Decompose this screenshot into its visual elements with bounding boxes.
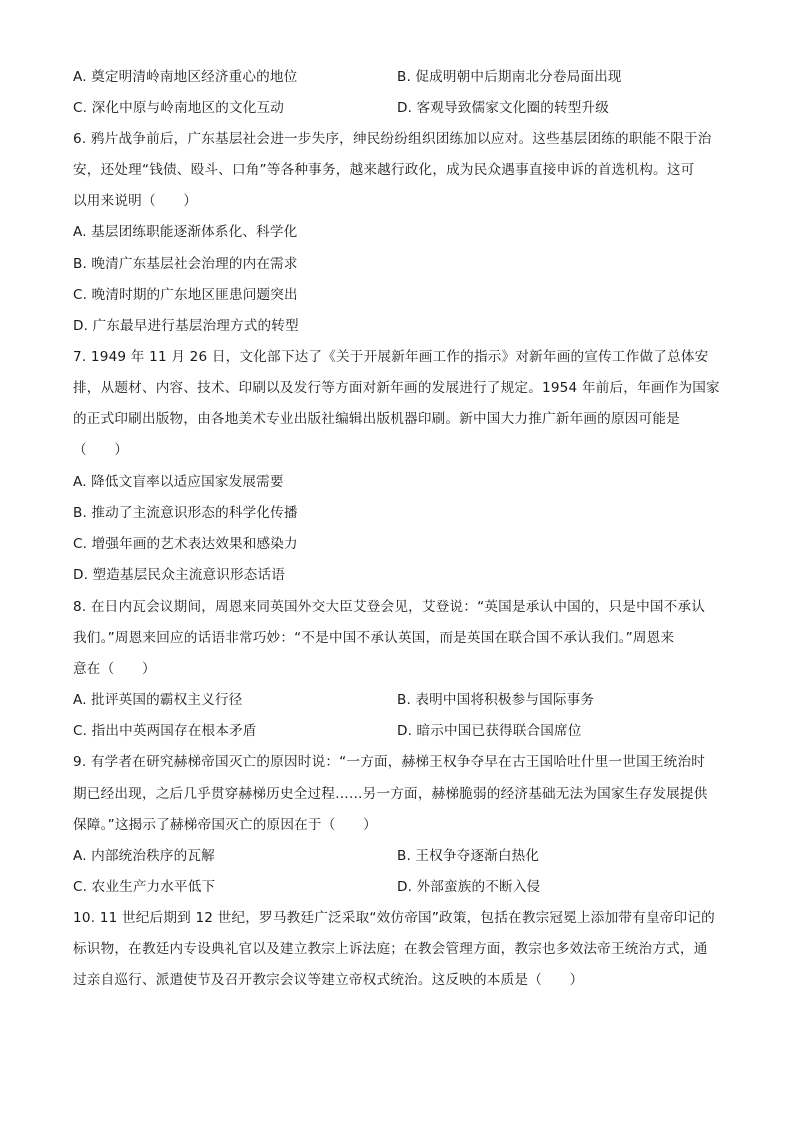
q8-option-d: D. 暗示中国已获得联合国席位 [397,723,582,739]
q5-option-b: B. 促成明朝中后期南北分卷局面出现 [397,69,622,85]
q8-option-b: B. 表明中国将积极参与国际事务 [397,692,595,708]
q5-option-a: A. 奠定明清岭南地区经济重心的地位 [73,69,298,85]
q7-option-b: B. 推动了主流意识形态的科学化传播 [73,505,298,521]
q8-option-c: C. 指出中英两国存在根本矛盾 [73,723,257,739]
q9-option-d: D. 外部蛮族的不断入侵 [397,879,541,895]
q9-option-b: B. 王权争夺逐渐白热化 [397,848,540,864]
q9-stem-line-1: 9. 有学者在研究赫梯帝国灭亡的原因时说：“一方面，赫梯王权争夺早在古王国哈吐什里一世国王统治时 [73,754,706,770]
q6-stem-line-3: 以用来说明（ ） [73,193,198,209]
q8-option-a: A. 批评英国的霸权主义行径 [73,692,243,708]
q7-stem-line-2: 排，从题材、内容、技术、印刷以及发行等方面对新年画的发展进行了规定。1954 年前后，年画作为国家 [73,380,720,396]
q7-stem-line-3: 的正式印刷出版物，由各地美术专业出版社编辑出版机器印刷。新中国大力推广新年画的原因可能是 [73,411,680,427]
q8-stem-line-1: 8. 在日内瓦会议期间，周恩来同英国外交大臣艾登会见，艾登说：“英国是承认中国的，只是中国不承认 [73,599,706,615]
q9-stem-line-2: 期已经出现，之后几乎贯穿赫梯历史全过程……另一方面，赫梯脆弱的经济基础无法为国家生存发展提供 [73,786,708,802]
q8-stem-line-3: 意在（ ） [73,661,156,677]
q10-stem-line-1: 10. 11 世纪后期到 12 世纪，罗马教廷广泛采取“效仿帝国”政策，包括在教宗冠冕上添加带有皇帝印记的 [73,910,715,926]
q6-stem-line-2: 安，还处理“钱债、殴斗、口角”等各种事务，越来越行政化，成为民众遇事直接申诉的首选机构。这可 [73,162,695,178]
q6-stem-line-1: 6. 鸦片战争前后，广东基层社会进一步失序，绅民纷纷组织团练加以应对。这些基层团练的职能不限于治 [73,131,712,147]
q8-stem-line-2: 我们。”周恩来回应的话语非常巧妙：“不是中国不承认英国，而是英国在联合国不承认我们。”周恩来 [73,630,675,646]
q6-option-d: D. 广东最早进行基层治理方式的转型 [73,318,299,334]
q10-stem-line-3: 过亲自巡行、派遣使节及召开教宗会议等建立帝权式统治。这反映的本质是（ ） [73,972,584,988]
q10-stem-line-2: 标识物，在教廷内专设典礼官以及建立教宗上诉法庭；在教会管理方面，教宗也多效法帝王统治方式，通 [73,941,708,957]
q5-option-c: C. 深化中原与岭南地区的文化互动 [73,100,284,116]
q6-option-b: B. 晚清广东基层社会治理的内在需求 [73,256,298,272]
q7-option-a: A. 降低文盲率以适应国家发展需要 [73,474,284,490]
q7-stem-line-1: 7. 1949 年 11 月 26 日，文化部下达了《关于开展新年画工作的指示》对新年画的宣传工作做了总体安 [73,349,709,365]
q7-option-c: C. 增强年画的艺术表达效果和感染力 [73,536,298,552]
q9-option-c: C. 农业生产力水平低下 [73,879,216,895]
q6-option-c: C. 晚清时期的广东地区匪患问题突出 [73,287,298,303]
q6-option-a: A. 基层团练职能逐渐体系化、科学化 [73,224,298,240]
q5-option-d: D. 客观导致儒家文化圈的转型升级 [397,100,609,116]
q9-option-a: A. 内部统治秩序的瓦解 [73,848,215,864]
q9-stem-line-3: 保障。”这揭示了赫梯帝国灭亡的原因在于（ ） [73,817,377,833]
q7-option-d: D. 塑造基层民众主流意识形态话语 [73,567,285,583]
q7-stem-line-4: （ ） [73,442,129,458]
